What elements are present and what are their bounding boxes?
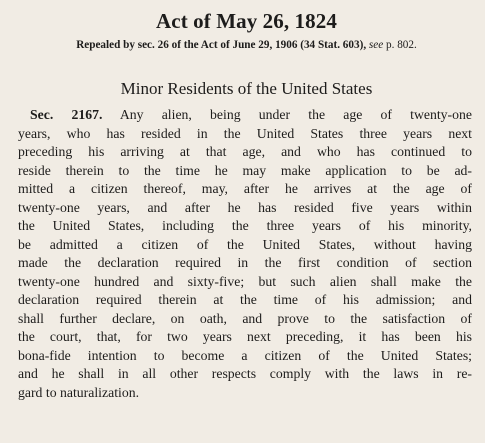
repeal-note bbox=[18, 38, 475, 52]
section-heading: Minor Residents of the United States bbox=[120, 79, 373, 98]
section-line: gard to naturalization. bbox=[18, 384, 140, 400]
section-line bbox=[18, 106, 472, 125]
section-line: declaration required therein at the time of his admission; and bbox=[18, 292, 472, 307]
section-line: twenty-one hundred and sixty-five; but such alien shall make the bbox=[18, 273, 472, 289]
section-line-text: Any alien, being under the age of twenty-one bbox=[119, 107, 472, 122]
section-line: the United States, including the three years of his minority, bbox=[18, 218, 472, 233]
section-number: Sec. 2167. bbox=[30, 107, 103, 122]
repeal-note-prefix: Repealed by sec. 26 of the Act of June 29, 1906 (34 Stat. 603), bbox=[76, 39, 367, 51]
act-title: Act of May 26, 1824 bbox=[156, 9, 337, 33]
section-line: shall further declare, on oath, and prove to the satisfaction of bbox=[18, 310, 472, 326]
section-body bbox=[18, 106, 475, 402]
section-line: the court, that, for two years next preceding, it has been his bbox=[18, 329, 472, 344]
section-line: and he shall in all other respects comply with the laws in re- bbox=[18, 366, 472, 381]
section-line: be admitted a citizen of the United States, without having bbox=[18, 236, 472, 252]
section-line: made the declaration required in the first condition of section bbox=[18, 255, 472, 270]
repeal-note-see: see bbox=[368, 39, 384, 51]
section-line: preceding his arriving at that age, and who has continued to bbox=[18, 144, 472, 159]
section-line: mitted a citizen thereof, may, after he arrives at the age of bbox=[18, 181, 472, 196]
section-line: years, who has resided in the United States three years next bbox=[18, 125, 472, 141]
section-line: bona-fide intention to become a citizen of the United States; bbox=[18, 347, 472, 363]
section-line: twenty-one years, and after he has resided five years within bbox=[18, 199, 472, 215]
repeal-note-suffix: p. 802. bbox=[386, 39, 417, 51]
section-line: reside therein to the time he may make application to be ad- bbox=[18, 162, 472, 178]
